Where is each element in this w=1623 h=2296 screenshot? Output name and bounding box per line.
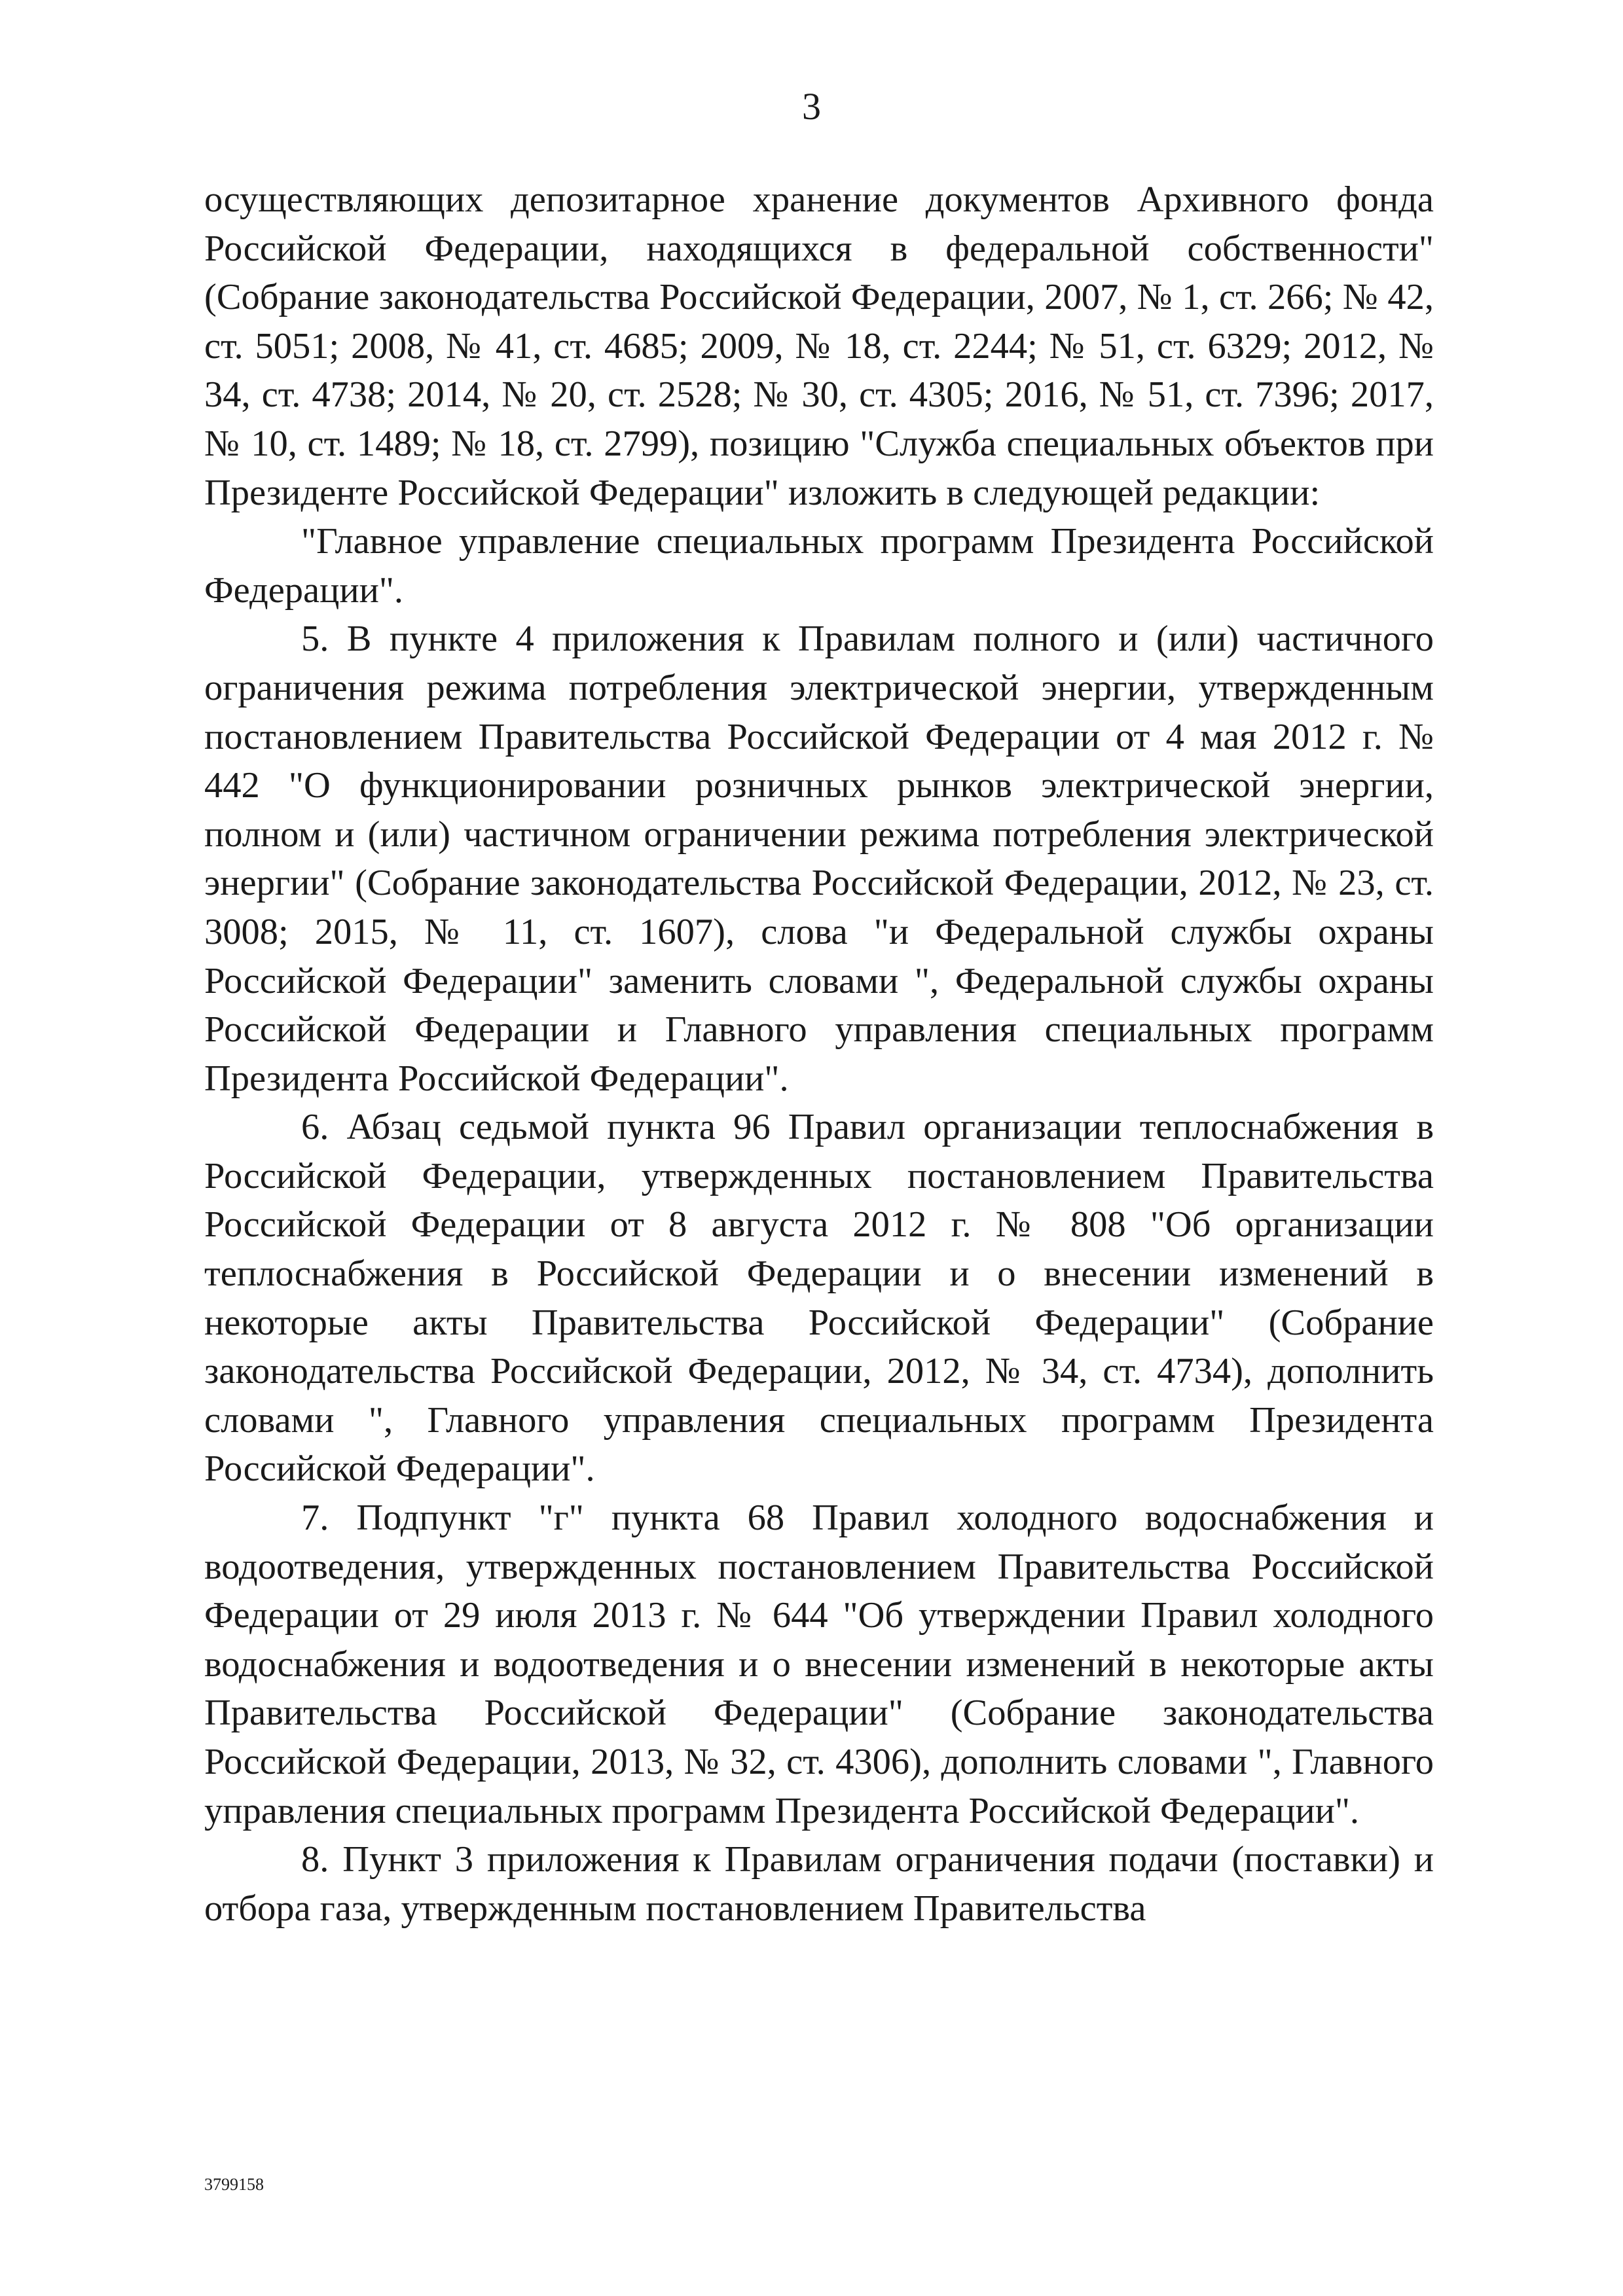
paragraph-item-5: 5. В пункте 4 приложения к Правилам полного и (или) частичного ограничения режима потребления электрической энергии, утвержденным постановлением Правительства Российской Федерации от 4 мая 2012 г. № 442 "О функционировании розничных рынков электрической энергии, полном и (или) частичном ограничении режима потребления электрической энергии" (Собрание законодательства Российской Федерации, 2012, № 23, ст. 3008; 2015, № 11, ст. 1607), слова "и Федеральной службы охраны Российской Федерации" заменить словами ", Федеральной службы охраны Российской Федерации и Главного управления специальных программ Президента Российской Федерации". bbox=[204, 619, 1434, 1099]
paragraph-item-8: 8. Пункт 3 приложения к Правилам ограничения подачи (поставки) и отбора газа, утвержденным постановлением Правительства bbox=[204, 1839, 1434, 1929]
paragraph-item-7: 7. Подпункт "г" пункта 68 Правил холодного водоснабжения и водоотведения, утвержденных постановлением Правительства Российской Федерации от 29 июля 2013 г. № 644 "Об утверждении Правил холодного водоснабжения и водоотведения и о внесении изменений в некоторые акты Правительства Российской Федерации" (Собрание законодательства Российской Федерации, 2013, № 32, ст. 4306), дополнить словами ", Главного управления специальных программ Президента Российской Федерации". bbox=[204, 1498, 1434, 1831]
paragraph-continuation: осуществляющих депозитарное хранение документов Архивного фонда Российской Федерации, находящихся в федеральной собственности" (Собрание законодательства Российской Федерации, 2007, № 1, ст. 266; № 42, ст. 5051; 2008, № 41, ст. 4685; 2009, № 18, ст. 2244; № 51, ст. 6329; 2012, № 34, ст. 4738; 2014, № 20, ст. 2528; № 30, ст. 4305; 2016, № 51, ст. 7396; 2017, № 10, ст. 1489; № 18, ст. 2799), позицию "Служба специальных объектов при Президенте Российской Федерации" изложить в следующей редакции: bbox=[204, 179, 1434, 513]
paragraph-item-6: 6. Абзац седьмой пункта 96 Правил организации теплоснабжения в Российской Федерации, утвержденных постановлением Правительства Российской Федерации от 8 августа 2012 г. № 808 "Об организации теплоснабжения в Российской Федерации и о внесении изменений в некоторые акты Правительства Российской Федерации" (Собрание законодательства Российской Федерации, 2012, № 34, ст. 4734), дополнить словами ", Главного управления специальных программ Президента Российской Федерации". bbox=[204, 1107, 1434, 1490]
page-number: 3 bbox=[802, 85, 821, 128]
paragraph-new-wording: "Главное управление специальных программ Президента Российской Федерации". bbox=[204, 521, 1434, 611]
document-body bbox=[204, 175, 1434, 1933]
document-code: 3799158 bbox=[204, 2175, 264, 2194]
